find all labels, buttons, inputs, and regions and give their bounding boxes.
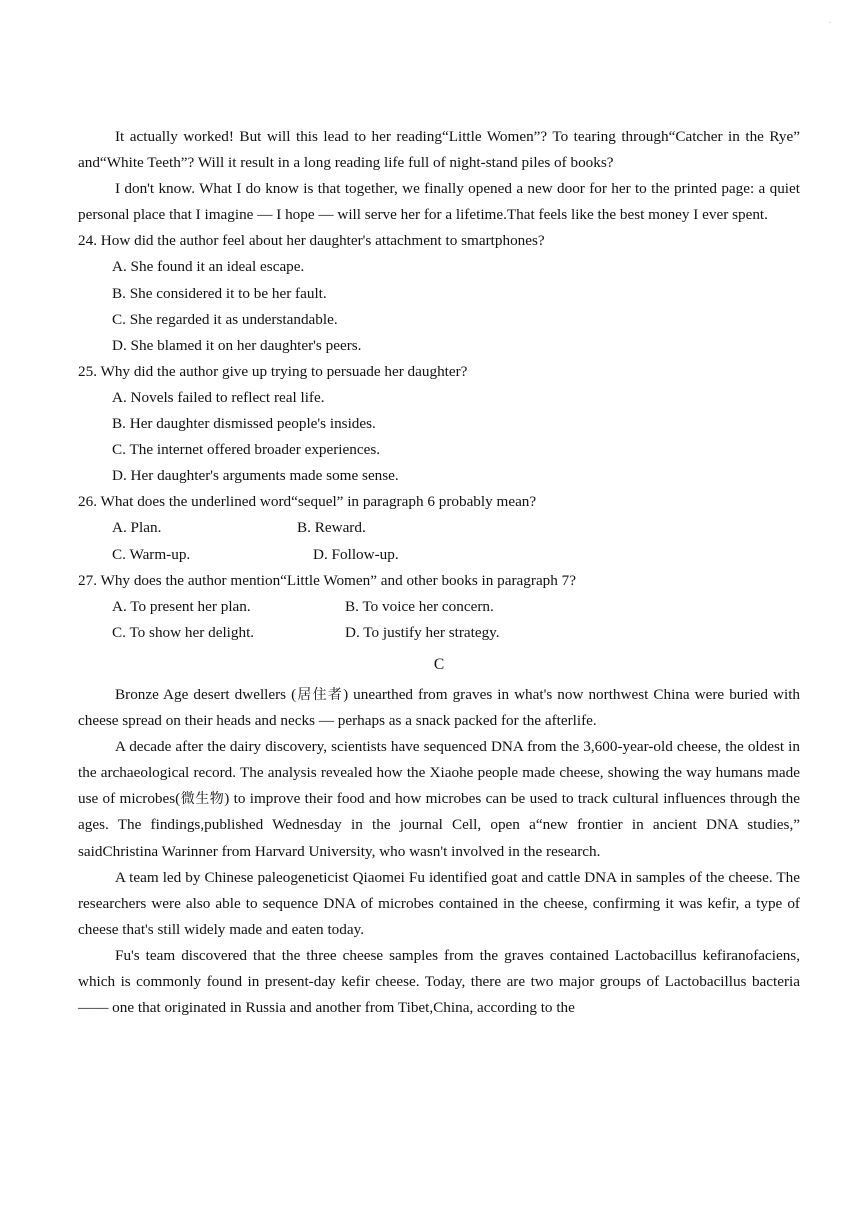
passage-b-paragraph-2: I don't know. What I do know is that together, we finally opened a new door for her to the printed page: a quiet personal place that I imagine — I hope — will serve her for a lifetime.That feels like the best money I ever spent. — [78, 180, 800, 224]
option-row-26-cd — [112, 542, 800, 568]
option-27-d[interactable]: D. To justify her strategy. — [345, 623, 500, 641]
option-26-d[interactable]: D. Follow-up. — [313, 545, 399, 563]
option-24-c[interactable]: C. She regarded it as understandable. — [112, 310, 338, 328]
passage-c-paragraph-1 — [78, 682, 800, 734]
corner-dot: · — [828, 18, 832, 29]
passage-c-p1-text-b: ) unearthed from graves in what's now northwest China were buried with cheese spread on their heads and necks — perhaps as a snack packed for the afterlife. — [78, 685, 801, 730]
passage-c-p2-text-b: ) to improve their food and how microbes can be used to track cultural influences through the ages. The findings,published Wednesday in the journal Cell, open a“new frontier in ancient DNA studies,” saidChristina Warinner from Harvard University, who wasn't involved in the research. — [78, 790, 801, 860]
passage-c-paragraph-3: A team led by Chinese paleogeneticist Qiaomei Fu identified goat and cattle DNA in samples of the cheese. The researchers were also able to sequence DNA of microbes contained in the cheese, confirming it was kefir, a type of cheese that's still widely made and eaten today. — [78, 868, 800, 938]
option-25-d[interactable]: D. Her daughter's arguments made some sense. — [112, 467, 399, 485]
option-row-27-ab — [112, 594, 800, 620]
passage-c-p2-gloss: 微生物 — [180, 791, 225, 808]
option-25-c[interactable]: C. The internet offered broader experiences. — [112, 441, 381, 459]
option-27-b[interactable]: B. To voice her concern. — [345, 597, 494, 615]
option-row-26-ab — [112, 515, 800, 541]
question-24: 24. How did the author feel about her daughter's attachment to smartphones? — [78, 232, 545, 250]
page-content — [78, 124, 800, 1021]
question-26: 26. What does the underlined word“sequel” in paragraph 6 probably mean? — [78, 493, 537, 511]
section-c-heading: C — [433, 655, 445, 673]
option-25-b[interactable]: B. Her daughter dismissed people's insides. — [112, 415, 376, 433]
option-26-b[interactable]: B. Reward. — [297, 519, 366, 537]
passage-c-p1-text-a: Bronze Age desert dwellers ( — [115, 685, 297, 703]
question-27: 27. Why does the author mention“Little Women” and other books in paragraph 7? — [78, 571, 577, 589]
option-24-b[interactable]: B. She considered it to be her fault. — [112, 284, 327, 302]
option-25-a[interactable]: A. Novels failed to reflect real life. — [112, 388, 325, 406]
passage-c-paragraph-4: Fu's team discovered that the three cheese samples from the graves contained Lactobacillus kefiranofaciens, which is commonly found in present-day kefir cheese. Today, there are two major groups of Lactobacillus bacteria —— one that originated in Russia and another from Tibet,China, according to the — [78, 946, 800, 1017]
passage-c-paragraph-2 — [78, 734, 800, 864]
option-27-a[interactable]: A. To present her plan. — [112, 597, 251, 615]
option-26-a[interactable]: A. Plan. — [112, 519, 162, 537]
option-27-c[interactable]: C. To show her delight. — [112, 623, 255, 641]
passage-b-paragraph-1: It actually worked! But will this lead to her reading“Little Women”? To tearing through“Catcher in the Rye” and“White Teeth”? Will it result in a long reading life full of night-stand piles of books? — [78, 128, 800, 172]
option-24-d[interactable]: D. She blamed it on her daughter's peers. — [112, 336, 362, 354]
option-row-27-cd — [112, 620, 800, 646]
question-25: 25. Why did the author give up trying to persuade her daughter? — [78, 362, 468, 380]
passage-c-p2-text-a: A decade after the dairy discovery, scientists have sequenced DNA from the 3,600-year-old cheese, the oldest in the archaeological record. The analysis revealed how the Xiaohe people made cheese, showing the way humans made use of microbes( — [78, 738, 800, 808]
passage-c-p1-gloss: 居住者 — [296, 686, 344, 703]
option-24-a[interactable]: A. She found it an ideal escape. — [112, 258, 305, 276]
option-26-c[interactable]: C. Warm-up. — [112, 545, 191, 563]
